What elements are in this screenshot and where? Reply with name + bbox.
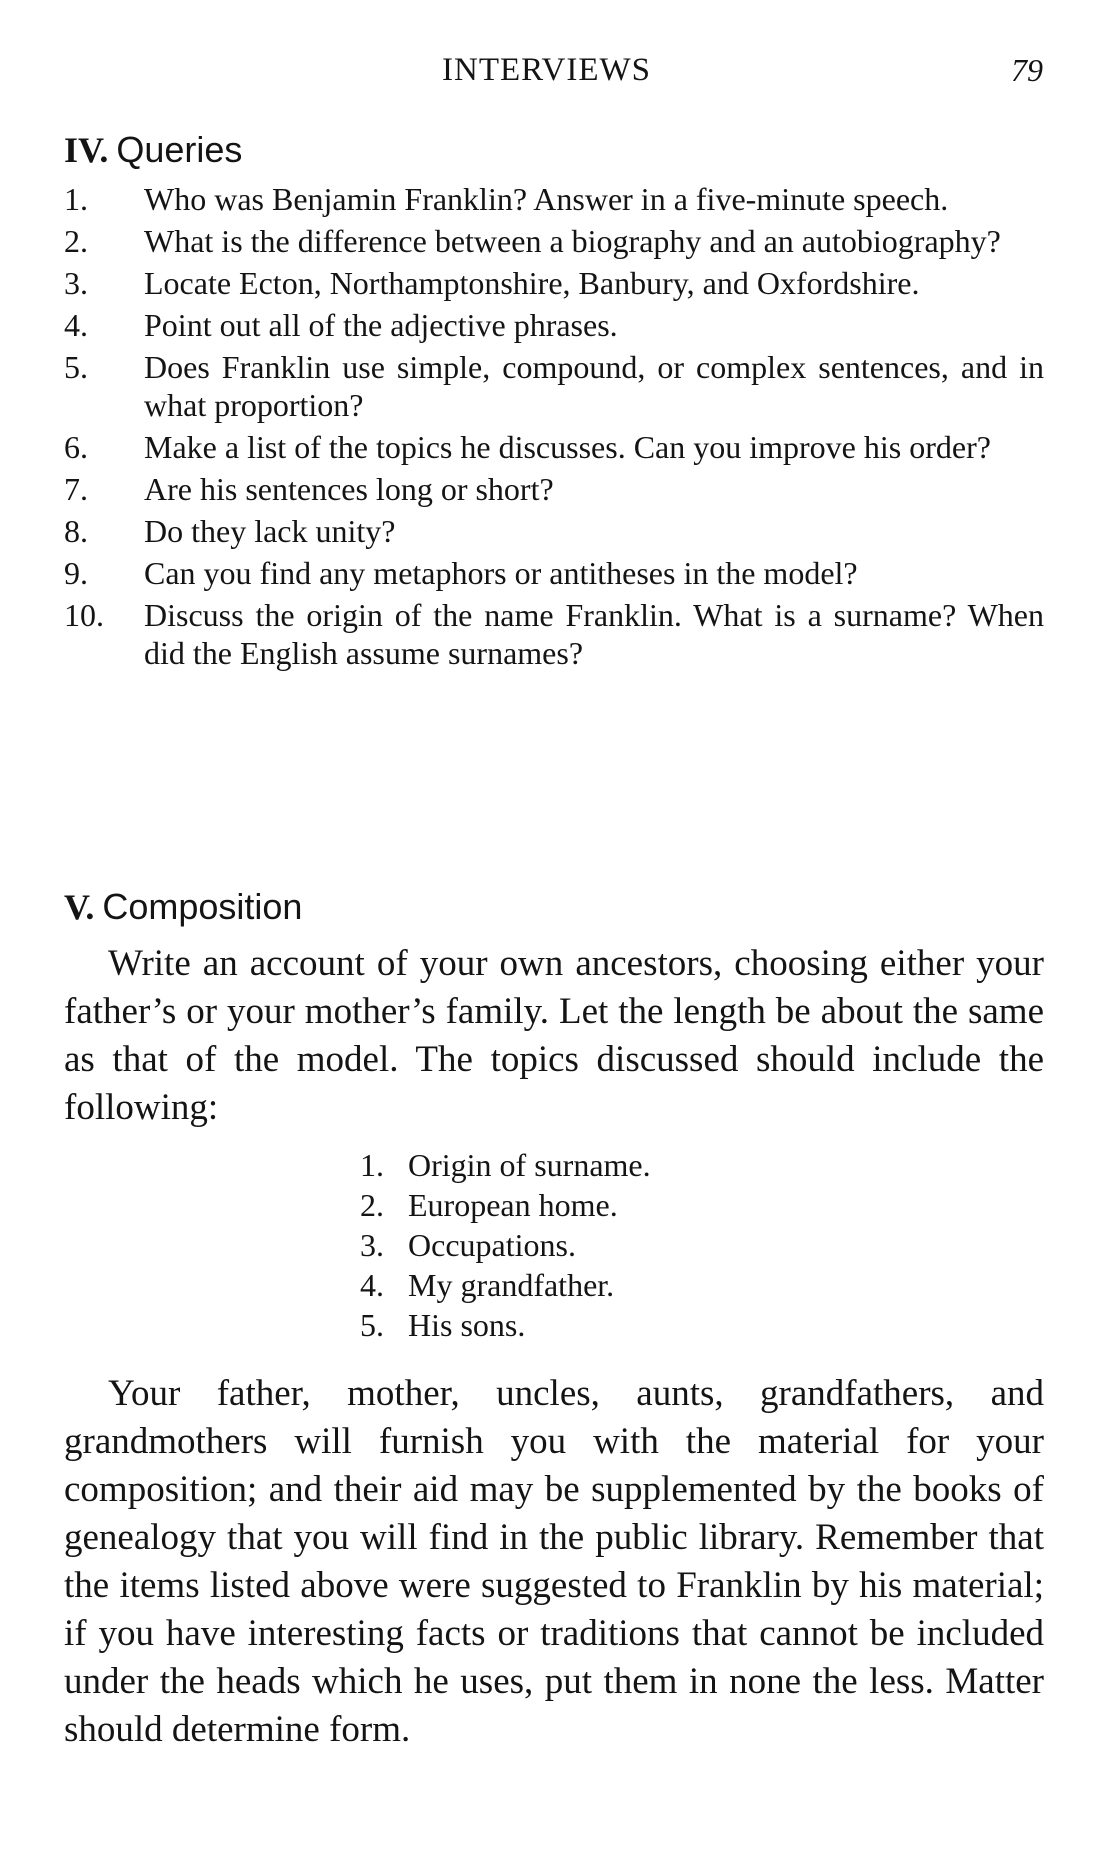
section-heading-composition [64, 885, 302, 929]
query-text: What is the difference between a biography and an autobiography? [144, 223, 1001, 259]
topic-number: 5. [360, 1307, 384, 1343]
query-text: Do they lack unity? [144, 513, 396, 549]
query-text: Make a list of the topics he discusses. Can you improve his order? [144, 429, 991, 465]
query-number: 2. [64, 223, 88, 259]
topic-item [360, 1185, 651, 1225]
composition-paragraph-1: Write an account of your own ancestors, choosing either your father’s or your mother’s family. Let the length be about the same as that of the model. The topics discussed should include the following: [64, 943, 1044, 1128]
query-number: 8. [64, 513, 88, 549]
query-item [64, 512, 1044, 550]
section-title: Composition [102, 886, 303, 927]
topic-number: 1. [360, 1147, 384, 1183]
topic-text: Origin of surname. [408, 1147, 651, 1183]
query-text: Locate Ecton, Northamptonshire, Banbury, and Oxfordshire. [144, 265, 920, 301]
section-heading-queries [64, 128, 242, 172]
topic-text: Occupations. [408, 1227, 576, 1263]
section-numeral: V. [64, 887, 95, 927]
query-text: Does Franklin use simple, compound, or complex sentences, and in what proportion? [144, 349, 1044, 423]
topic-number: 3. [360, 1227, 384, 1263]
topic-item [360, 1225, 651, 1265]
query-number: 10. [64, 597, 104, 633]
query-number: 6. [64, 429, 88, 465]
queries-list [64, 180, 1044, 676]
topic-item [360, 1145, 651, 1185]
query-number: 3. [64, 265, 88, 301]
query-text: Point out all of the adjective phrases. [144, 307, 618, 343]
query-text: Discuss the origin of the name Franklin. What is a surname? When did the English assume surnames? [144, 597, 1044, 671]
page-number: 79 [1011, 52, 1043, 88]
query-item [64, 428, 1044, 466]
query-item [64, 348, 1044, 424]
topic-item [360, 1305, 651, 1345]
topic-text: My grandfather. [408, 1267, 615, 1303]
running-head [0, 50, 1093, 90]
topics-list [360, 1145, 651, 1345]
topic-number: 2. [360, 1187, 384, 1223]
section-numeral: IV. [64, 130, 109, 170]
query-number: 4. [64, 307, 88, 343]
query-item [64, 264, 1044, 302]
topic-text: His sons. [408, 1307, 526, 1343]
query-item [64, 180, 1044, 218]
query-item [64, 306, 1044, 344]
query-text: Who was Benjamin Franklin? Answer in a five-minute speech. [144, 181, 949, 217]
query-item [64, 470, 1044, 508]
query-number: 5. [64, 349, 88, 385]
query-number: 7. [64, 471, 88, 507]
topic-text: European home. [408, 1187, 618, 1223]
query-number: 9. [64, 555, 88, 591]
query-text: Are his sentences long or short? [144, 471, 554, 507]
running-title: INTERVIEWS [442, 52, 651, 88]
composition-paragraph-2: Your father, mother, uncles, aunts, grandfathers, and grandmothers will furnish you with the material for your composition; and their aid may be supplemented by the books of genealogy that you will find in the public library. Remember that the items listed above were suggested to Franklin by his material; if you have interesting facts or traditions that cannot be included under the heads which he uses, put them in none the less. Matter should determine form. [64, 1373, 1044, 1750]
topic-number: 4. [360, 1267, 384, 1303]
query-number: 1. [64, 181, 88, 217]
topic-item [360, 1265, 651, 1305]
query-item [64, 596, 1044, 672]
query-item [64, 554, 1044, 592]
query-item [64, 222, 1044, 260]
section-title: Queries [116, 129, 243, 170]
query-text: Can you find any metaphors or antitheses in the model? [144, 555, 858, 591]
